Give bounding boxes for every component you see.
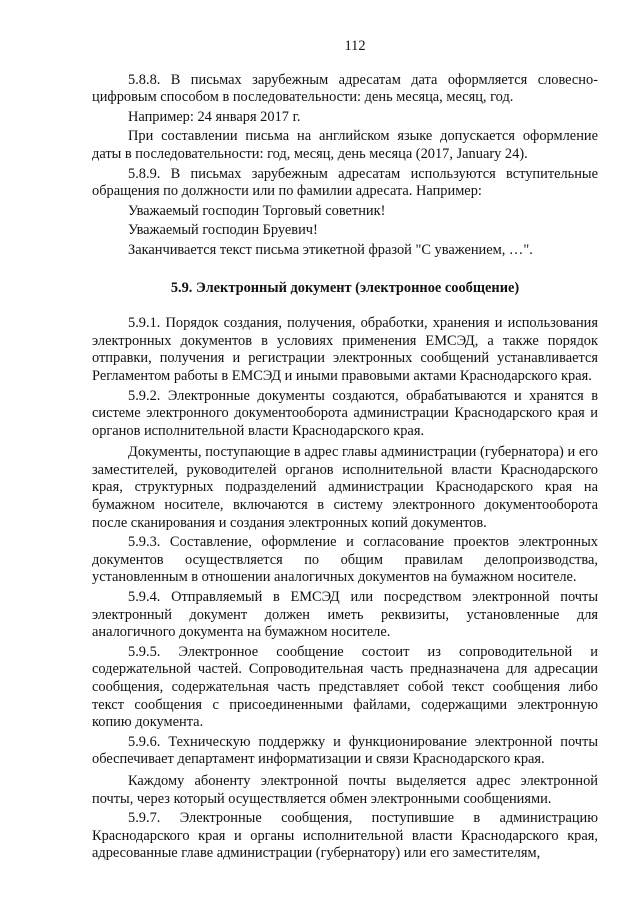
paragraph-5-9-5: 5.9.5. Электронное сообщение состоит из сопроводительной и содержательной частей. Сопроводительная часть предназначена для адресации сообщения, содержательная часть представляет собой текст сообщения либо текст сообщения с присоединенными файлами, содержащими электронную копию документа. (92, 643, 598, 731)
paragraph-closing-phrase: Заканчивается текст письма этикетной фразой "С уважением, …". (128, 241, 533, 258)
example-greeting-2: Уважаемый господин Бруевич! (128, 222, 318, 239)
paragraph-5-9-1: 5.9.1. Порядок создания, получения, обработки, хранения и использования электронных документов в условиях применения ЕМСЭД, а также порядок отправки, получения и регистрации электронных сообщений устанавливается Регламентом работы в ЕМСЭД и иными правовыми актами Краснодарского края. (92, 315, 598, 384)
paragraph-email-address: Каждому абоненту электронной почты выделяется адрес электронной почты, через который осуществляется обмен электронными сообщениями. (92, 772, 598, 807)
section-heading: 5.9. Электронный документ (электронное сообщение) (170, 279, 520, 296)
paragraph-5-8-9: 5.8.9. В письмах зарубежным адресатам используются вступительные обращения по должности или по фамилии адресата. Например: (92, 165, 598, 200)
paragraph-5-9-6: 5.9.6. Техническую поддержку и функционирование электронной почты обеспечивает департамент информатизации и связи Краснодарского края. (92, 733, 598, 768)
paragraph-5-9-3: 5.9.3. Составление, оформление и согласование проектов электронных документов осуществляется по общим правилам делопроизводства, установленным в отношении аналогичных документов на бумажном носителе. (92, 534, 598, 586)
paragraph-5-8-8: 5.8.8. В письмах зарубежным адресатам дата оформляется словесно-цифровым способом в последовательности: день месяца, месяц, год. (92, 71, 598, 106)
paragraph-english-date: При составлении письма на английском языке допускается оформление даты в последовательности: год, месяц, день месяца (2017, January 24). (92, 128, 598, 162)
example-greeting-1: Уважаемый господин Торговый советник! (128, 202, 386, 219)
paragraph-5-9-2: 5.9.2. Электронные документы создаются, обрабатываются и хранятся в системе электронного документооборота администрации Краснодарского края и органов исполнительной власти Краснодарского края. (92, 387, 598, 439)
paragraph-documents-incoming: Документы, поступающие в адрес главы администрации (губернатора) и его заместителей, руководителей органов исполнительной власти Краснодарского края, структурных подразделений администрации Краснодарского края на бумажном носителе, включаются в систему электронного документооборота после сканирования и создания электронных копий документов. (92, 444, 598, 531)
example-date: Например: 24 января 2017 г. (128, 108, 301, 125)
page-number: 112 (344, 38, 366, 54)
paragraph-5-9-7: 5.9.7. Электронные сообщения, поступившие в администрацию Краснодарского края и органы исполнительной власти Краснодарского края, адресованные главе администрации (губернатору) или его заместителям, (92, 810, 598, 862)
paragraph-5-9-4: 5.9.4. Отправляемый в ЕМСЭД или посредством электронной почты электронный документ должен иметь реквизиты, установленные для аналогичного документа на бумажном носителе. (92, 589, 598, 641)
